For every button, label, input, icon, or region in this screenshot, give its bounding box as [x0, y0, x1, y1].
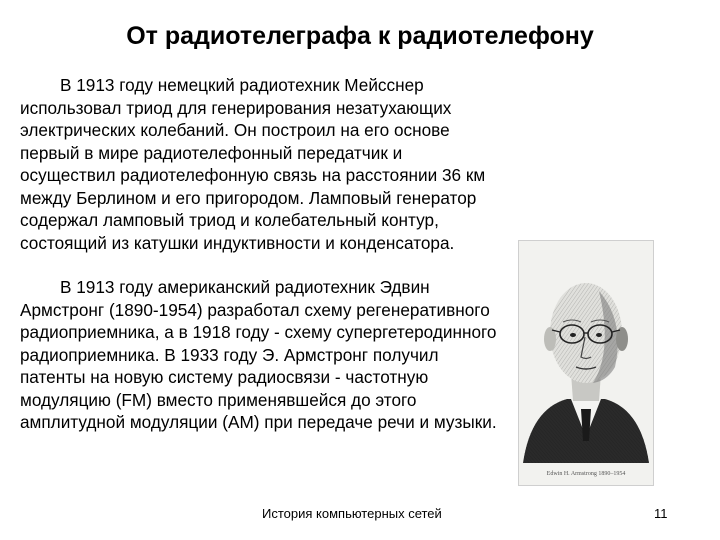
- slide-body: [20, 74, 500, 434]
- footer-text: История компьютерных сетей: [262, 506, 442, 521]
- portrait-caption: Edwin H. Armstrong 1890–1954: [546, 471, 626, 477]
- armstrong-portrait: [518, 240, 654, 486]
- page-number: 11: [654, 506, 668, 521]
- portrait-engraving: [519, 241, 653, 485]
- paragraph-meissner: В 1913 году немецкий радиотехник Мейсснер использовал триод для генерирования незатухающих электрических колебаний. Он построил на его основе первый в мире радиотелефонный передатчик и осуществил радиотелефонную связь на расстоянии 36 км между Берлином и его пригородом. Ламповый генератор содержал ламповый триод и колебательный контур, состоящий из катушки индуктивности и конденсатора.: [20, 75, 486, 253]
- slide-title: От радиотелеграфа к радиотелефону: [126, 22, 594, 50]
- paragraph-armstrong: В 1913 году американский радиотехник Эдвин Армстронг (1890-1954) разработал схему регенеративного радиоприемника, а в 1918 году - схему супергетеродинного радиоприемника. В 1933 году Э. Армстронг получил патенты на новую систему радиосвязи - частотную модуляцию (FM) вместо применявшейся до этого амплитудной модуляции (АМ) при передаче речи и музыки.: [20, 277, 497, 432]
